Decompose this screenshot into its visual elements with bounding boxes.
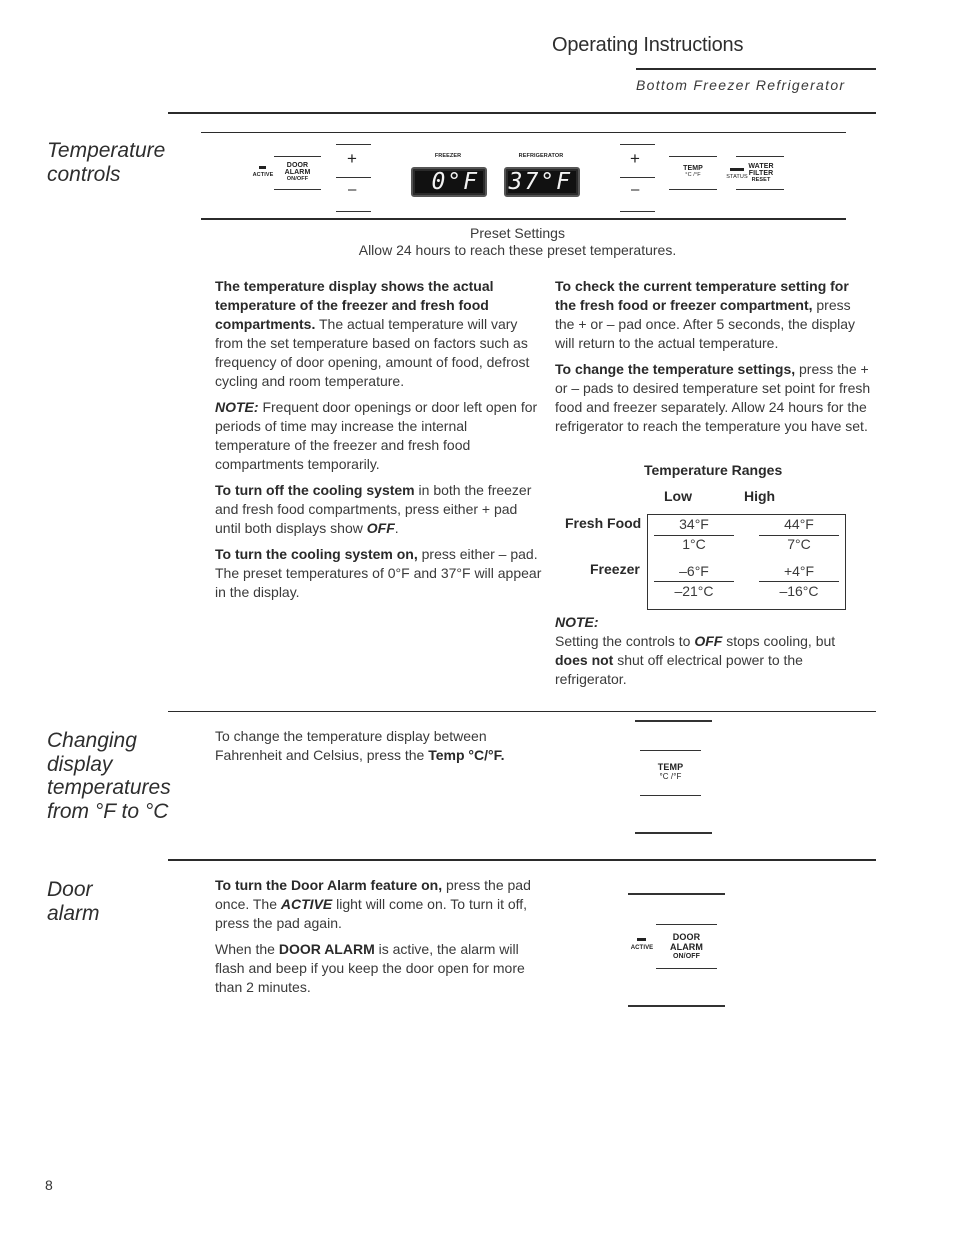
section-title-line: controls	[47, 162, 121, 186]
key-rule	[336, 211, 371, 212]
bold-text: To check the current temperature setting for the fresh food or freezer compartment,	[555, 278, 849, 313]
key-rule	[656, 924, 717, 925]
active-indicator-icon	[637, 938, 646, 941]
body-text: Setting the controls to	[555, 633, 695, 649]
water-filter-label: RESET	[751, 177, 771, 183]
active-text: ACTIVE	[280, 896, 333, 912]
section-title-door-alarm	[47, 878, 100, 925]
door-alarm-label: ALARM	[670, 942, 703, 952]
section-title-changing-display	[47, 729, 171, 823]
active-label: ACTIVE	[252, 172, 274, 178]
key-rule	[620, 177, 655, 178]
off-text: OFF	[694, 633, 723, 649]
door-alarm-label: ALARM	[284, 169, 311, 176]
body-text: is active, the alarm will flash and beep if you keep the door open for more than 2 minutes.	[215, 941, 525, 995]
note-label: NOTE:	[555, 614, 599, 630]
left-column	[215, 277, 543, 609]
key-rule	[669, 156, 717, 157]
temperature-ranges-table	[647, 514, 846, 610]
bold-text: To turn the Door Alarm feature on,	[215, 877, 443, 893]
active-indicator-icon	[259, 166, 266, 169]
body-text: shut off electrical power to the refrigerator.	[555, 652, 803, 687]
section-title-line: alarm	[47, 901, 100, 925]
body-text: press the + or – pad once. After 5 seconds, the display will return to the actual temperature.	[555, 297, 856, 351]
freezer-label-row: Freezer	[590, 561, 640, 577]
door-alarm-text	[215, 876, 533, 1004]
table-cell: 1°C	[682, 536, 706, 552]
body-text: press the + or – pads to desired temperature set point for fresh food and freezer separately. Allow 24 hours for the refrigerator to reach the temperature you have set.	[555, 361, 871, 434]
ranges-high-header: High	[744, 488, 776, 504]
paragraph	[215, 545, 543, 602]
body-text: press either – pad. The preset temperatures of 0°F and 37°F will appear in the display.	[215, 546, 542, 600]
control-panel	[201, 132, 846, 220]
paragraph	[215, 876, 533, 933]
freezer-plus-button[interactable]: +	[347, 149, 357, 168]
section-title-line: Door	[47, 878, 93, 901]
table-cell: 7°C	[787, 536, 811, 552]
table-cell: –21°C	[674, 583, 714, 599]
bold-text: To turn the cooling system on,	[215, 546, 418, 562]
caption-line: Allow 24 hours to reach these preset temperatures.	[358, 242, 677, 258]
body-text: To change the temperature display between Fahrenheit and Celsius, press the	[215, 728, 487, 763]
water-filter-reset-button[interactable]	[737, 163, 785, 184]
active-label: ACTIVE	[630, 945, 654, 951]
key-rule	[628, 1005, 725, 1007]
section-title-line: display	[47, 752, 113, 776]
freezer-minus-button[interactable]: –	[348, 181, 357, 198]
temp-unit-label: °C /°F	[659, 772, 682, 781]
key-rule	[656, 968, 717, 969]
key-rule	[640, 750, 701, 751]
key-rule	[336, 144, 371, 145]
paragraph	[555, 277, 873, 353]
refrigerator-display: 37°F	[504, 167, 580, 197]
door-alarm-label: ON/OFF	[286, 176, 309, 182]
key-rule	[640, 795, 701, 796]
temp-unit-button-detail[interactable]	[640, 762, 701, 782]
off-text: OFF	[366, 520, 395, 536]
cooling-note	[555, 613, 855, 689]
paragraph	[215, 940, 533, 997]
body-text: light will come on. To turn it off, press the pad again.	[215, 896, 528, 931]
right-column	[555, 277, 873, 443]
panel-top-rule	[201, 132, 846, 133]
fresh-food-label: Fresh Food	[565, 515, 642, 531]
door-alarm-button-detail[interactable]	[656, 932, 717, 961]
table-cell: 44°F	[784, 516, 814, 532]
section-title-temperature-controls	[47, 139, 165, 186]
temp-label: TEMP	[657, 762, 684, 772]
table-rule	[654, 581, 734, 582]
key-rule	[669, 189, 717, 190]
table-rule	[759, 581, 839, 582]
caption-line: Preset Settings	[470, 225, 565, 241]
body-text: When the	[215, 941, 279, 957]
refrigerator-minus-button[interactable]: –	[631, 181, 640, 198]
refrigerator-label: REFRIGERATOR	[518, 153, 564, 159]
table-cell: –16°C	[779, 583, 819, 599]
section-title-line: from °F to °C	[47, 799, 169, 823]
temp-unit-button[interactable]	[669, 165, 717, 179]
body-text: .	[394, 520, 399, 536]
bold-text: To change the temperature settings,	[555, 361, 796, 377]
section-divider	[168, 711, 876, 712]
panel-caption	[201, 225, 834, 259]
freezer-label: FREEZER	[434, 153, 462, 159]
door-alarm-label: DOOR	[672, 932, 701, 942]
body-text: stops cooling, but	[722, 633, 836, 649]
ranges-low-header: Low	[664, 488, 692, 504]
temp-unit-label: °C /°F	[685, 172, 701, 178]
door-alarm-button[interactable]	[274, 162, 321, 183]
paragraph	[555, 360, 873, 436]
changing-display-text	[215, 727, 535, 765]
bold-text: The temperature display shows the actual temperature of the freezer and fresh food compartments.	[215, 278, 494, 332]
body-text: The actual temperature will vary from the set temperature based on factors such as frequency of door opening, amount of food, defrost cycling and room temperature.	[215, 316, 530, 389]
bold-text: DOOR ALARM	[278, 941, 375, 957]
body-text: Frequent door openings or door left open for periods of time may increase the internal temperature of the freezer and fresh food compartments temporarily.	[215, 399, 538, 472]
page-header-subtitle: Bottom Freezer Refrigerator	[636, 77, 846, 93]
body-text: press the pad once. The	[215, 877, 531, 912]
table-cell: 34°F	[679, 516, 709, 532]
water-filter-label: FILTER	[748, 170, 774, 177]
ranges-title: Temperature Ranges	[644, 462, 783, 478]
paragraph	[215, 481, 543, 538]
key-rule	[635, 832, 712, 834]
table-cell: +4°F	[783, 563, 815, 579]
page-number: 8	[45, 1177, 53, 1193]
key-rule	[620, 211, 655, 212]
door-alarm-label: DOOR	[286, 162, 309, 169]
section-title-line: Temperature	[47, 139, 166, 162]
section-title-line: Changing	[47, 729, 137, 752]
key-rule	[635, 720, 712, 722]
page-header-title: Operating Instructions	[552, 34, 744, 56]
freezer-display: 0°F	[411, 167, 487, 197]
paragraph	[215, 277, 543, 391]
panel-bottom-rule	[201, 218, 846, 220]
key-rule	[274, 189, 321, 190]
bold-text: Temp °C/°F.	[428, 747, 505, 763]
water-filter-label: WATER	[748, 163, 774, 170]
section-divider	[168, 112, 876, 114]
refrigerator-plus-button[interactable]: +	[630, 149, 640, 168]
table-cell: –6°F	[679, 563, 709, 579]
section-title-line: temperatures	[47, 776, 171, 799]
bold-text: does not	[555, 652, 614, 668]
key-rule	[628, 893, 725, 895]
key-rule	[336, 177, 371, 178]
door-alarm-label: ON/OFF	[672, 953, 701, 960]
key-rule	[736, 189, 784, 190]
header-rule	[636, 68, 876, 70]
key-rule	[736, 156, 784, 157]
bold-text: To turn off the cooling system	[215, 482, 415, 498]
key-rule	[274, 156, 321, 157]
key-rule	[620, 144, 655, 145]
paragraph	[215, 398, 543, 474]
body-text: in both the freezer and fresh food compartments, press either + pad until both displays show	[215, 482, 532, 536]
temp-label: TEMP	[683, 165, 703, 172]
section-divider	[168, 859, 876, 861]
status-label: STATUS	[726, 174, 748, 180]
note-label: NOTE:	[215, 399, 259, 415]
